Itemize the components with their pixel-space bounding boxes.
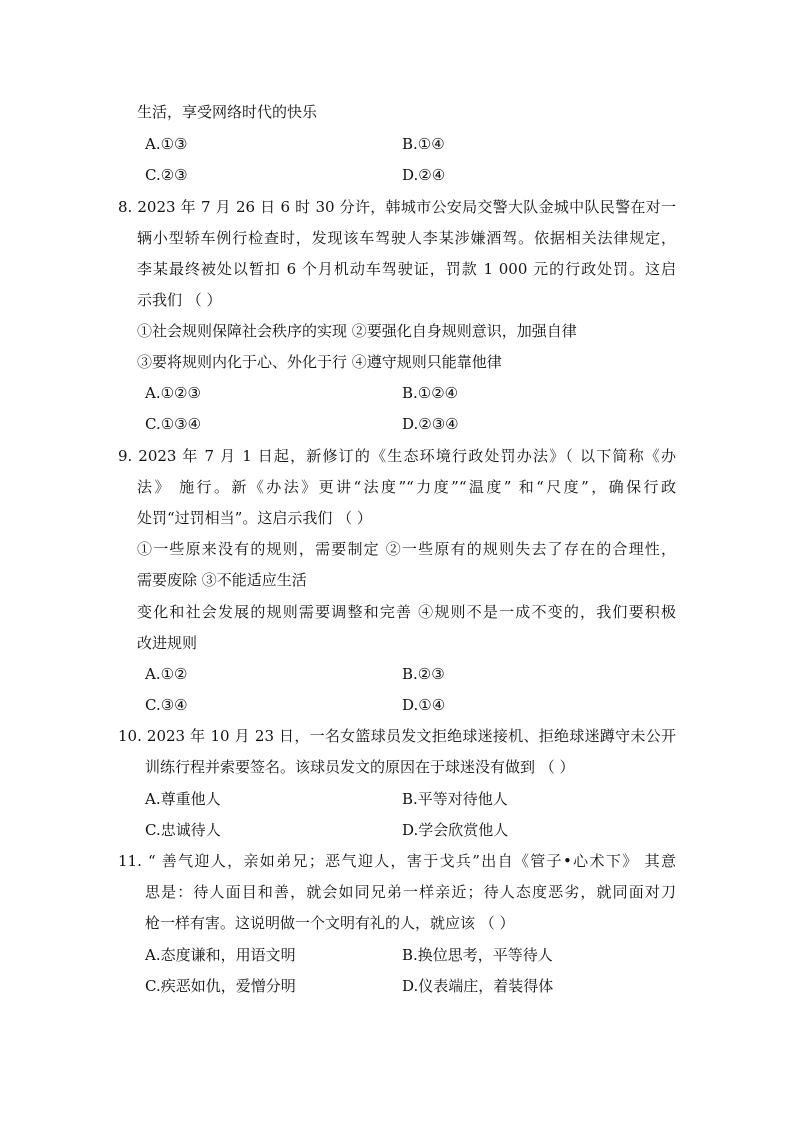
q8-option-d: D.②③④	[402, 415, 459, 433]
q11-line-2: 思是：待人面目和善，就会如同兄弟一样亲近；待人态度恶劣，就同面对刀	[145, 883, 676, 901]
q8-line-2: 辆小型轿车例行检查时，发现该车驾驶人李某涉嫌酒驾。依据相关法律规定，	[137, 229, 676, 247]
q8-statement-1: ①社会规则保障社会秩序的实现 ②要强化自身规则意识，加强自律	[137, 322, 577, 340]
q7-option-b: B.①④	[402, 135, 445, 153]
q8-line-1: 8. 2023 年 7 月 26 日 6 时 30 分许，韩城市公安局交警大队金城中队民警在对一	[118, 198, 676, 216]
q9-statement-2: 需要废除 ③不能适应生活	[137, 571, 307, 589]
q7-option-d: D.②④	[402, 166, 446, 184]
q8-statement-2: ③要将规则内化于心、外化于行 ④遵守规则只能靠他律	[137, 353, 502, 371]
q9-option-a: A.①②	[145, 665, 188, 683]
q10-option-c: C.忠诚待人	[145, 821, 221, 839]
q8-option-c: C.①③④	[145, 415, 202, 433]
q11-option-b: B.换位思考，平等待人	[402, 946, 553, 964]
q10-line-1: 10. 2023 年 10 月 23 日，一名女篮球员发文拒绝球迷接机、拒绝球迷蹲守未公开	[118, 727, 676, 745]
q9-option-b: B.②③	[402, 665, 445, 683]
q9-line-2: 法》 施行。新《办法》更讲“法度”“力度”“温度” 和“尺度”，确保行政	[137, 478, 676, 496]
q7-option-a: A.①③	[145, 135, 188, 153]
q10-option-b: B.平等对待他人	[402, 790, 508, 808]
q9-option-c: C.③④	[145, 696, 188, 714]
q9-option-d: D.①④	[402, 696, 446, 714]
q8-option-a: A.①②③	[145, 384, 201, 402]
q11-option-d: D.仪表端庄，着装得体	[402, 977, 554, 995]
q9-line-3: 处罚“过罚相当”。这启示我们 （ ）	[137, 509, 372, 527]
q10-option-d: D.学会欣赏他人	[402, 821, 509, 839]
q9-statement-3: 变化和社会发展的规则需要调整和完善 ④规则不是一成不变的，我们要积极	[137, 603, 676, 621]
q11-line-3: 枪一样有害。这说明做一个文明有礼的人，就应该 （ ）	[145, 914, 515, 932]
q10-option-a: A.尊重他人	[145, 790, 221, 808]
q7-option-c: C.②③	[145, 166, 188, 184]
q11-option-c: C.疾恶如仇，爱憎分明	[145, 977, 296, 995]
q8-option-b: B.①②④	[402, 384, 459, 402]
q11-line-1: 11. “ 善气迎人，亲如弟兄；恶气迎人，害于戈兵”出自《管子•心术下》 其意	[118, 852, 676, 870]
q11-option-a: A.态度谦和，用语文明	[145, 946, 296, 964]
q9-line-1: 9. 2023 年 7 月 1 日起，新修订的《生态环境行政处罚办法》（ 以下简称《办	[118, 447, 676, 465]
q10-line-2: 训练行程并索要签名。该球员发文的原因在于球迷没有做到 （ ）	[145, 758, 575, 776]
q7-continuation: 生活，享受网络时代的快乐	[137, 103, 318, 121]
q9-statement-4: 改进规则	[137, 634, 198, 652]
q8-line-3: 李某最终被处以暂扣 6 个月机动车驾驶证，罚款 1 000 元的行政处罚。这启	[137, 260, 676, 278]
q9-statement-1: ①一些原来没有的规则，需要制定 ②一些原有的规则失去了存在的合理性，	[137, 540, 676, 558]
q8-line-4: 示我们 （ ）	[137, 291, 222, 309]
